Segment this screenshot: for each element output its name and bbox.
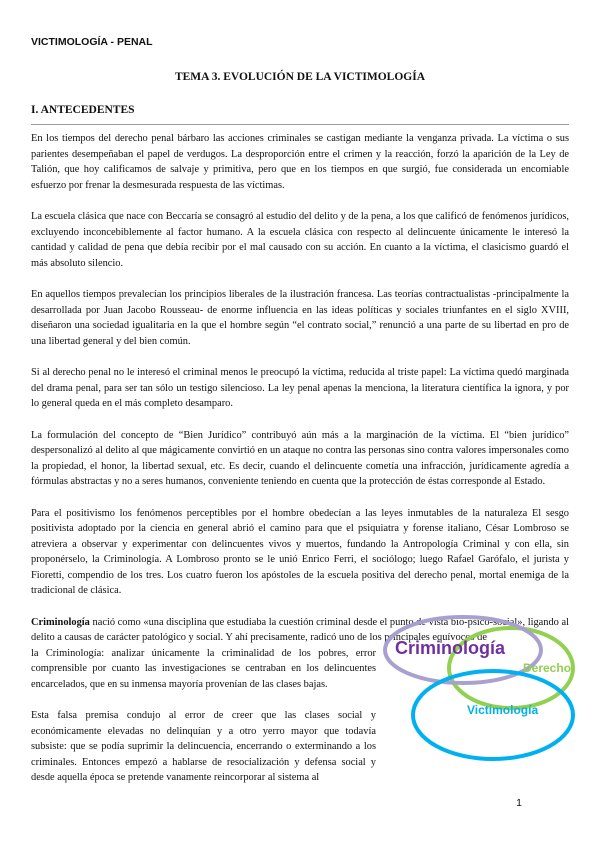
venn-diagram: [383, 610, 579, 770]
paragraph: Para el positivismo los fenómenos perceptibles por el hombre obedecían a las leyes inmutables de la naturaleza El sesgo positivista adoptado por la ciencia en general abrió el camino para que el psiquiatra y forense italiano, César Lombroso se atreviera a observar y experimentar con delincuentes vivos y muertos, fundando la Antropología Criminal y con ella, sin proponérselo, la Criminología. A Lombroso pronto se le unió Enrico Ferri, el sociólogo; luego Rafael Garófalo, el jurista y Fioretti, compendio de los tres. Los cuatro fueron los apóstoles de la escuela positiva del derecho penal, mortal enemiga de la tradicional de clásica.: [31, 507, 569, 596]
paragraph: En aquellos tiempos prevalecían los principios liberales de la ilustración francesa. Las teorías contractualistas -principalmente la desarrollada por Juan Jacobo Rousseau- de enorme influencia en las ideas políticas y sociales triunfantes en el siglo XVIII, diseñaron una sociedad igualitaria en la que el hombre según “el contrato social,” renunció a una parte de su libertad en pro de una libertad general y del bien común.: [31, 289, 569, 347]
criminologia-label: Criminología: [395, 638, 506, 658]
paragraph: La escuela clásica que nace con Beccaría se consagró al estudio del delito y de la pena, a los que calificó de fenómenos jurídicos, excluyendo inconcebiblemente al factor humano. A la escuela clásica con respecto al delincuente únicamente le interesó la cantidad y calidad de pena que debía recibir por el mal causado con su acción. En cuanto a la víctima, el clasicismo guardó el más absoluto silencio.: [31, 211, 569, 269]
page-title: TEMA 3. EVOLUCIÓN DE LA VICTIMOLOGÍA: [174, 71, 426, 83]
document-header: VICTIMOLOGÍA - PENAL: [31, 36, 153, 48]
bold-term: Criminología: [31, 616, 90, 628]
section-divider: [31, 124, 569, 125]
paragraph-wrapped: la Criminología: analizar únicamente la criminalidad de los pobres, error comprensible por cuanto las investigaciones se centraban en los delincuentes encarcelados, que en su inmensa mayoría provenían de las clases bajas.: [31, 647, 376, 690]
paragraph: Si al derecho penal no le interesó el criminal menos le preocupó la víctima, reducida al triste papel: La víctima quedó marginada del drama penal, para ser tan sólo un testigo silencioso. La ley penal apenas la menciona, la literatura científica la ignora, y por lo general queda en el más completo desamparo.: [31, 367, 569, 409]
section-heading: I. ANTECEDENTES: [31, 104, 135, 116]
paragraph: En los tiempos del derecho penal bárbaro las acciones criminales se castigan mediante la venganza privada. La víctima o sus parientes desempeñaban el papel de verdugos. La desproporción entre el crimen y la reacción, forzó la aparición de la Ley de Talión, que hoy calificamos de salvaje y primitiva, pero que en los tiempos en que surgió, fue considerada un encomiable esfuerzo por frenar la desmesurada respuesta de las víctimas.: [31, 133, 569, 191]
paragraph: Esta falsa premisa condujo al error de creer que las clases social y económicamente elevadas no delinquían y a otro yerro mayor que todavía subsiste: que se podía suprimir la delincuencia, encerrando o exterminando a los criminales. Entonces empezó a hablarse de resocialización y defensa social y desde aquella época se pretende vanamente reincorporar al sistema al: [31, 710, 376, 783]
paragraph: La formulación del concepto de “Bien Jurídico” contribuyó aún más a la marginación de la víctima. El “bien jurídico” despersonalizó al delito al que mágicamente convirtió en un ataque no contra las personas sino contra valores impersonales como la propiedad, el honor, la libertad sexual, etc. Es decir, cuando el delincuente cometía una infracción, jurídicamente agredía a fórmulas abstractas y no a seres humanos, conveniente teniendo en cuenta que la protección de éstas corresponde al Estado.: [31, 429, 569, 487]
paragraph-text: nació como «una disciplina que estudiaba la cuestión criminal desde el punto de vista bio-psico-social», ligando al delito a causas de carácter patológico y social. Y ahí precisamente, radicó uno de los principales equívocos de: [31, 616, 569, 643]
derecho-label: Derecho: [523, 661, 572, 675]
victimologia-label: Victimología: [467, 703, 539, 717]
page-number: 1: [516, 797, 522, 809]
